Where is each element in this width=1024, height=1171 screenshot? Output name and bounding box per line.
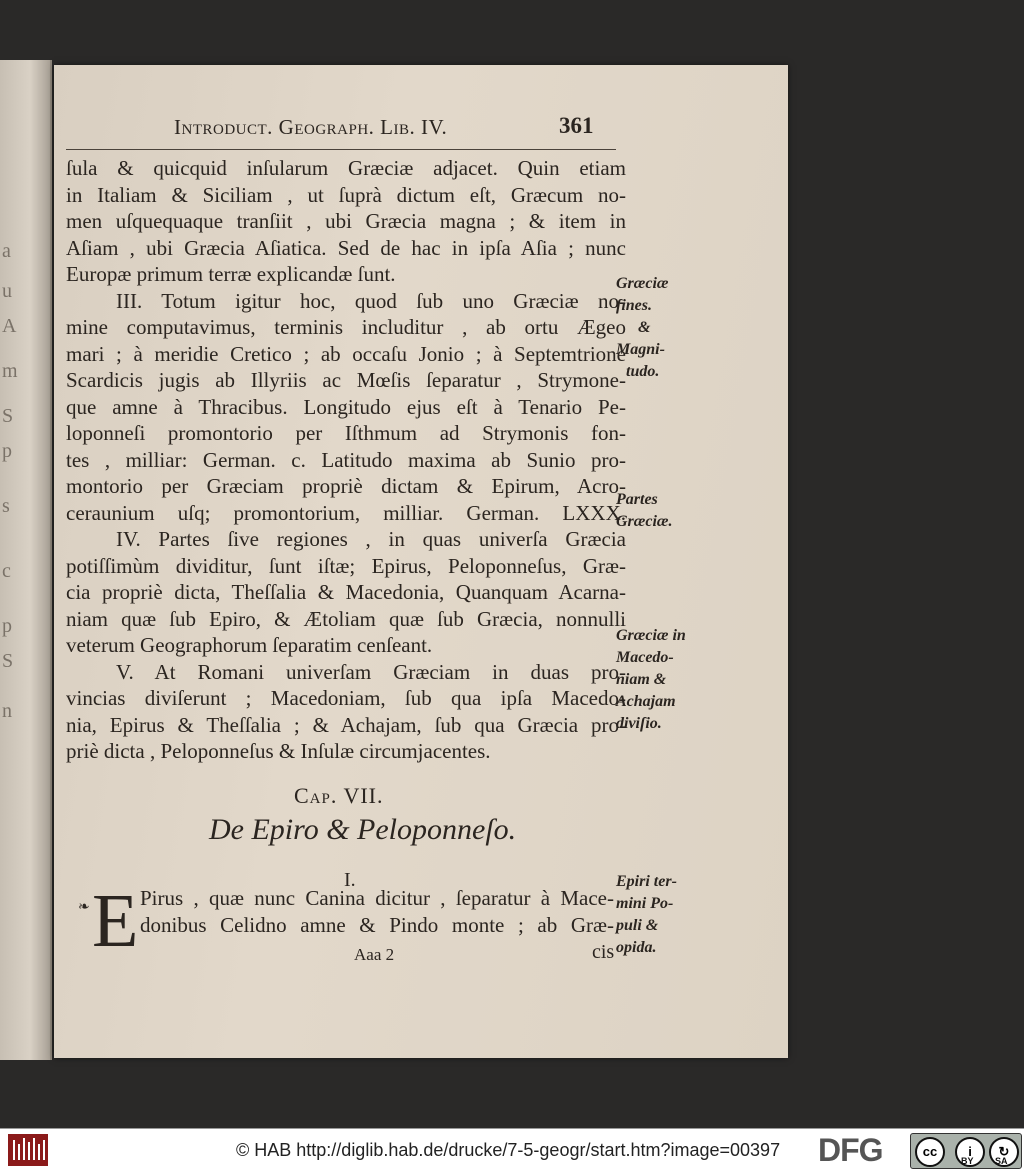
cc-sa-label: SA <box>995 1156 1008 1166</box>
text-line: que amne à Thracibus. Longitudo ejus eſt à Tenario Pe- <box>66 394 626 419</box>
catchword: cis <box>592 941 615 963</box>
text-line: potiſſimùm dividitur, ſunt iſtæ; Epirus, Peloponneſus, Græ- <box>66 553 626 578</box>
text-line: Scardicis jugis ab Illyriis ac Mœſis ſeparatur , Strymone- <box>66 368 626 392</box>
text-line: in Italiam & Siciliam , ut ſuprà dictum eſt, Græcum no- <box>66 182 626 207</box>
marginal-line: fines. <box>616 297 652 314</box>
text-line: veterum Geographorum ſeparatim cenſeant. <box>66 633 433 657</box>
text-line: nia, Epirus & Theſſalia ; & Achajam, ſub qua Græcia pro- <box>66 712 626 737</box>
by-attribution-icon: i <box>955 1137 985 1167</box>
marginal-line: Achajam <box>616 693 676 710</box>
marginal-line: niam & <box>616 671 667 688</box>
body-text <box>66 155 626 765</box>
text-line: Europæ primum terræ explicandæ ſunt. <box>66 262 396 286</box>
text-line: loponneſi promontorio per Iſthmum ad Strymonis fon- <box>66 421 626 445</box>
text-line: montorio per Græciam propriè dictam & Epirum, Acro- <box>66 474 626 498</box>
marginal-line: Græciæ. <box>616 513 673 530</box>
cc-license-badge[interactable] <box>910 1133 1022 1169</box>
text-line: tes , milliar: German. c. Latitudo maxima ab Sunio pro- <box>66 447 626 472</box>
prev-page-fragment: s <box>2 495 11 517</box>
text-line: ſula & quicquid inſularum Græciæ adjacet. Quin etiam <box>66 156 626 180</box>
marginal-note <box>616 273 668 383</box>
cc-by-label: BY <box>961 1156 974 1166</box>
text-line: niam quæ ſub Epiro, & Ætoliam quæ ſub Græcia, nonnulli <box>66 606 626 631</box>
marginal-line: Epiri ter- <box>616 873 677 890</box>
marginal-line: mini Po- <box>616 895 674 912</box>
text-line: Aſiam , ubi Græcia Aſiatica. Sed de hac in ipſa Aſia ; nunc <box>66 235 626 260</box>
marginal-note <box>616 871 677 959</box>
drop-cap: E <box>92 879 139 963</box>
prev-page-fragment: A <box>2 315 18 337</box>
text-line: IV. Partes ſive regiones , in quas univerſa Græcia <box>116 527 626 551</box>
text-line: donibus Celidno amne & Pindo monte ; ab Græ- <box>140 912 614 937</box>
running-head: Introduct. Geograph. Lib. IV. <box>174 115 448 139</box>
section-number: I. <box>344 869 356 891</box>
marginal-line: & <box>638 319 651 336</box>
ornament-icon: ❧ <box>78 900 90 915</box>
signature-mark: Aaa 2 <box>354 945 395 964</box>
chapter-subtitle: De Epiro & Peloponneſo. <box>209 813 517 846</box>
text-line: ceraunium uſq; promontorium, milliar. German. LXXX. <box>66 500 626 525</box>
dfg-logo: DFG <box>818 1132 883 1168</box>
prev-page-fragment: a <box>2 240 12 262</box>
head-rule <box>66 149 616 150</box>
text-line: mari ; à meridie Cretico ; ab occaſu Jonio ; à Septemtrione <box>66 341 626 366</box>
marginal-line: Magni- <box>616 341 665 358</box>
marginal-line: Macedo- <box>616 649 674 666</box>
marginal-line: Græciæ in <box>616 627 686 644</box>
book-page <box>54 65 788 1058</box>
text-line: men uſquequaque tranſiit , ubi Græcia magna ; & item in <box>66 209 626 233</box>
text-line: vincias diviſerunt ; Macedoniam, ſub qua ipſa Macedo- <box>66 686 626 710</box>
marginal-note <box>616 625 686 735</box>
hab-logo-icon <box>8 1134 48 1166</box>
prev-page-fragment: p <box>2 440 13 462</box>
marginal-note <box>616 489 672 533</box>
chapter-title: Cap. VII. <box>294 783 384 808</box>
copyright-text: © HAB http://diglib.hab.de/drucke/7-5-geogr/start.htm?image=00397 <box>236 1140 781 1160</box>
prev-page-fragment: S <box>2 650 15 672</box>
marginal-line: Græciæ <box>616 275 669 292</box>
prev-page-fragment: n <box>2 700 13 722</box>
chapter-text <box>140 885 614 938</box>
prev-page-fragment: c <box>2 560 12 582</box>
text-line: mine computavimus, terminis includitur , ab ortu Ægeo <box>66 315 626 339</box>
marginal-line: opida. <box>616 939 657 956</box>
marginal-line: puli & <box>616 917 659 934</box>
previous-page-edge <box>0 60 52 1060</box>
prev-page-fragment: m <box>2 360 19 382</box>
text-line: priè dicta , Peloponneſus & Inſulæ circumjacentes. <box>66 739 491 763</box>
prev-page-fragment: p <box>2 615 13 637</box>
text-line: Pirus , quæ nunc Canina dicitur , ſeparatur à Mace- <box>140 886 614 910</box>
footer-bar <box>0 1128 1024 1171</box>
page-number: 361 <box>559 113 594 138</box>
text-line: cia propriè dicta, Theſſalia & Macedonia, Quanquam Acarna- <box>66 580 626 604</box>
prev-page-fragment: S <box>2 405 15 427</box>
text-line: III. Totum igitur hoc, quod ſub uno Græciæ no- <box>116 288 626 313</box>
share-alike-icon: ↻ <box>989 1137 1019 1167</box>
marginal-line: tudo. <box>626 363 660 380</box>
marginal-line: diviſio. <box>616 715 662 732</box>
text-line: V. At Romani univerſam Græciam in duas pro- <box>116 659 626 684</box>
prev-page-fragment: u <box>2 280 13 302</box>
marginal-line: Partes <box>616 491 658 508</box>
cc-icon: cc <box>915 1137 945 1167</box>
